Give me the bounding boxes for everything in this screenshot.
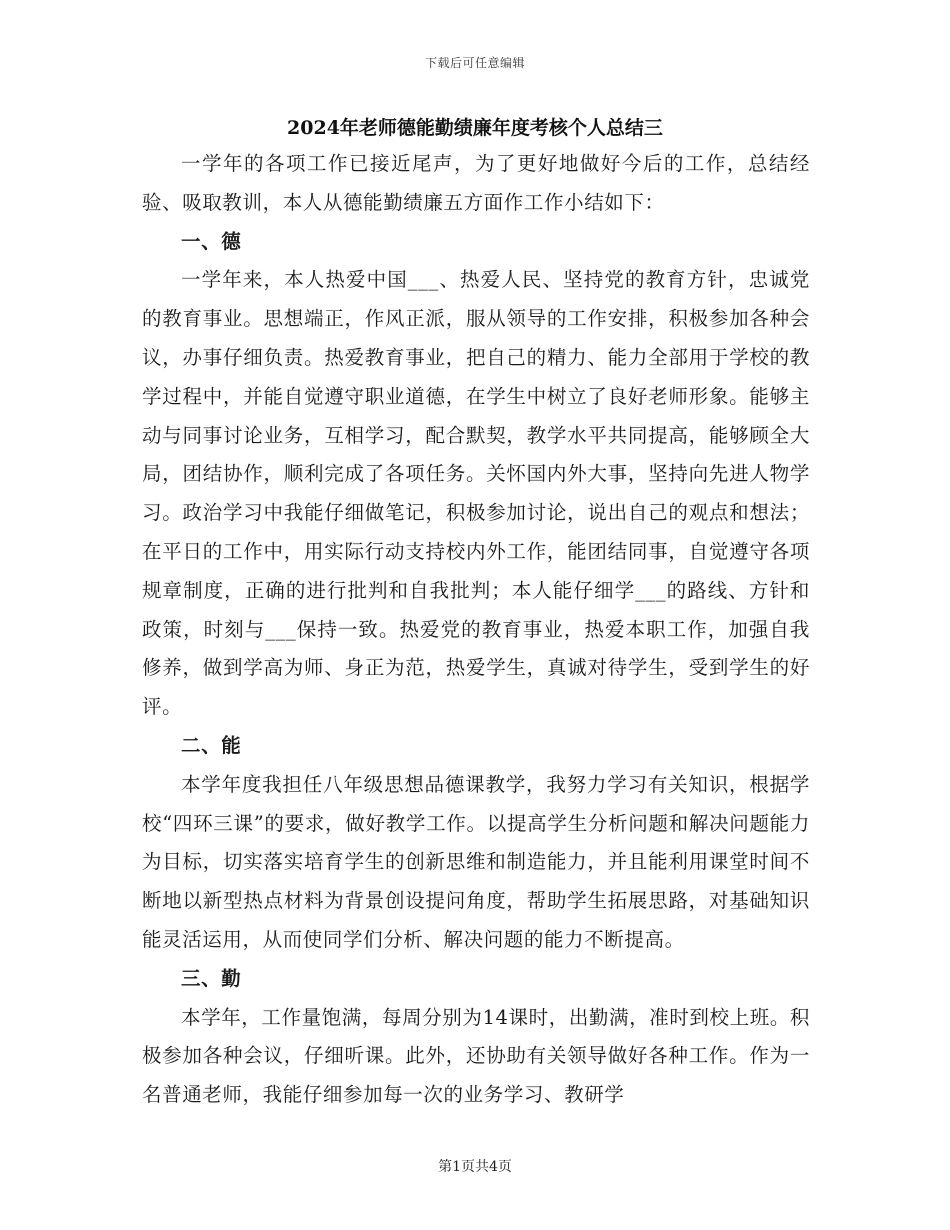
header-note: 下载后可任意编辑 [424,56,525,70]
section-heading-qin: 三、勤 [181,966,242,990]
section-paragraph-de: 一学年来，本人热爱中国___、热爱人民、坚持党的教育方针，忠诚党的教育事业。思想端正，作风正派，服从领导的工作安排，积极参加各种会议，办事仔细负责。热爱教育事业，把自己的精力、能力全部用于学校的教学过程中，并能自觉遵守职业道德，在学生中树立了良好老师形象。能够主动与同事讨论业务，互相学习，配合默契，教学水平共同提高，能够顾全大局，团结协作，顺利完成了各项任务。关怀国内外大事，坚持向先进人物学习。政治学习中我能仔细做笔记，积极参加讨论，说出自己的观点和想法；在平日的工作中，用实际行动支持校内外工作，能团结同事，自觉遵守各项规章制度，正确的进行批判和自我批判；本人能仔细学___的路线、方针和政策，时刻与___保持一致。热爱党的教育事业，热爱本职工作，加强自我修养，做到学高为师、身正为范，热爱学生，真诚对待学生，受到学生的好评。 [142,268,810,719]
page-number: 第1页共4页 [438,1159,512,1175]
section-heading-neng: 二、能 [181,733,242,757]
section-heading-de: 一、德 [181,229,242,253]
intro-paragraph: 一学年的各项工作已接近尾声，为了更好地做好今后的工作，总结经验、吸取教训，本人从德能勤绩廉五方面作工作小结如下： [142,152,810,214]
document-body [142,145,810,1115]
document-title: 2024年老师德能勤绩廉年度考核个人总结三 [287,117,663,139]
section-paragraph-neng: 本学年度我担任八年级思想品德课教学，我努力学习有关知识，根据学校“四环三课”的要求，做好教学工作。以提高学生分析问题和解决问题能力为目标，切实落实培育学生的创新思维和制造能力，并且能利用课堂时间不断地以新型热点材料为背景创设提问角度，帮助学生拓展思路，对基础知识能灵活运用，从而使同学们分析、解决问题的能力不断提高。 [142,772,810,951]
section-paragraph-qin: 本学年，工作量饱满，每周分别为14课时，出勤满，准时到校上班。积极参加各种会议，仔细听课。此外，还协助有关领导做好各种工作。作为一名普通老师，我能仔细参加每一次的业务学习、教研学 [142,1005,811,1107]
